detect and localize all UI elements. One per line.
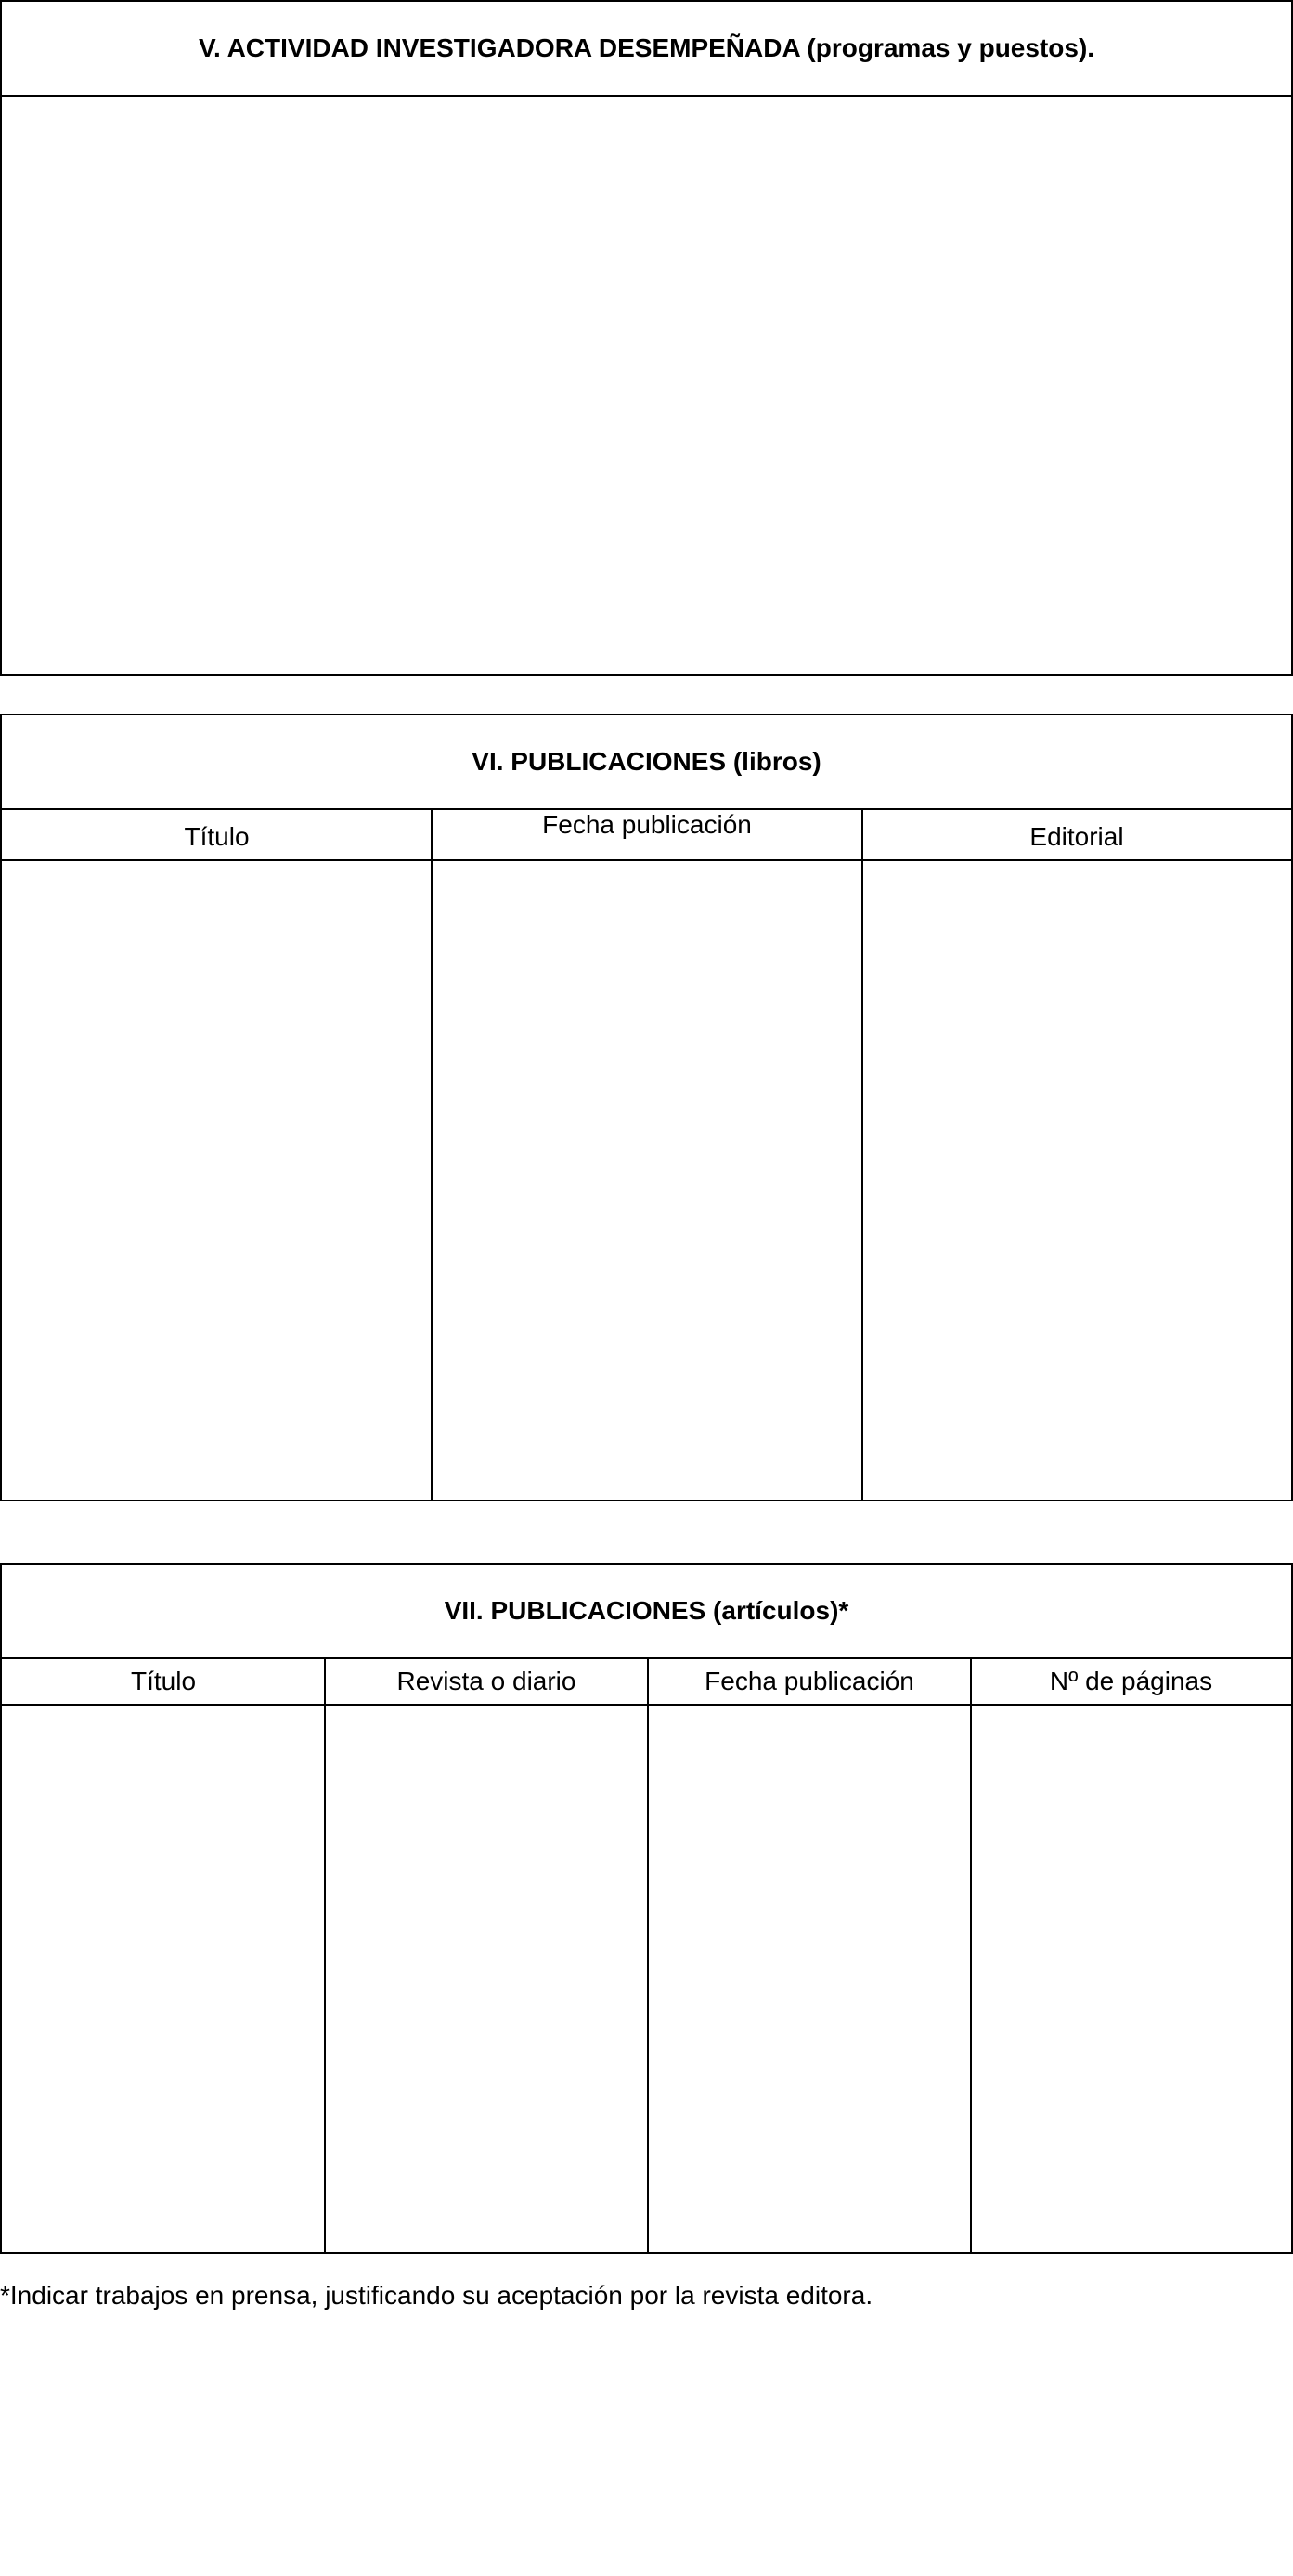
section-v-content-area[interactable] bbox=[2, 97, 1291, 674]
section-v-box bbox=[0, 0, 1293, 676]
section-vii-col-header-titulo: Título bbox=[2, 1659, 325, 1706]
section-vi-content-area[interactable] bbox=[2, 861, 1291, 1500]
section-v-title: V. ACTIVIDAD INVESTIGADORA DESEMPEÑADA (programas y puestos). bbox=[2, 2, 1291, 97]
section-vii-col-header-num-paginas: Nº de páginas bbox=[971, 1659, 1291, 1706]
section-vi-col-header-editorial: Editorial bbox=[862, 810, 1291, 861]
section-vii-col-header-revista-o-diario: Revista o diario bbox=[325, 1659, 648, 1706]
section-vii-content-area[interactable] bbox=[2, 1706, 1291, 2252]
section-vi-title: VI. PUBLICACIONES (libros) bbox=[2, 715, 1291, 810]
section-vi-box bbox=[0, 714, 1293, 1501]
section-vi-col-header-titulo: Título bbox=[2, 810, 432, 861]
section-vii-col-header-fecha-publicacion: Fecha publicación bbox=[648, 1659, 971, 1706]
footnote: *Indicar trabajos en prensa, justificando su aceptación por la revista editora. bbox=[0, 2281, 873, 2310]
section-vi-col-header-fecha-publicacion: Fecha publicación bbox=[432, 810, 862, 861]
section-vii-box bbox=[0, 1563, 1293, 2254]
section-vii-title: VII. PUBLICACIONES (artículos)* bbox=[2, 1565, 1291, 1659]
